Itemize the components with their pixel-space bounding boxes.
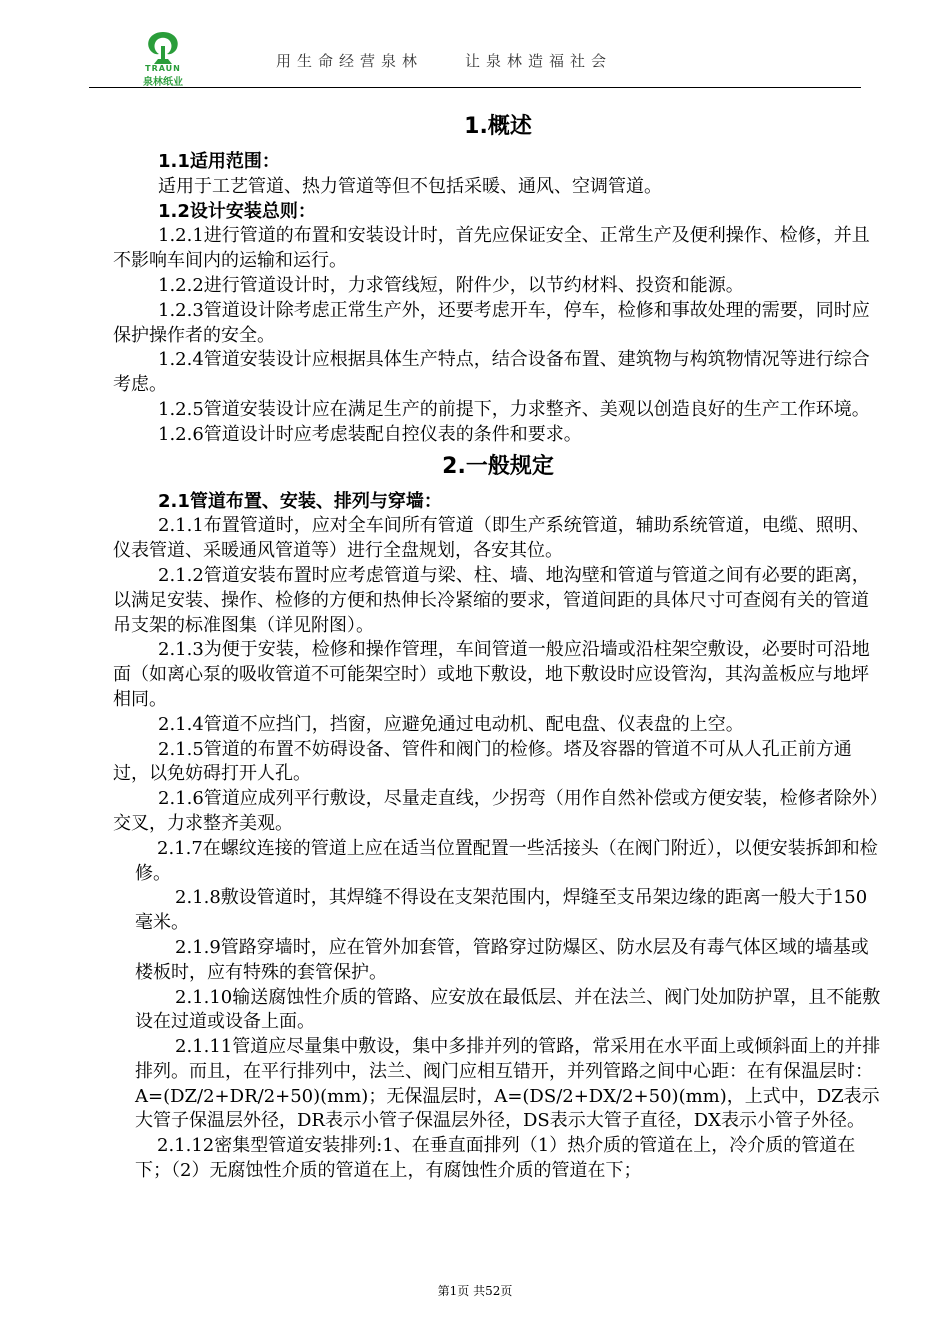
- paragraph: 2.1.6管道应成列平行敷设，尽量走直线，少拐弯（用作自然补偿或方便安装，检修者除外）交叉，力求整齐美观。: [113, 788, 879, 834]
- paragraph: 2.1.8敷设管道时，其焊缝不得设在支架范围内，焊缝至支吊架边缘的距离一般大于150毫米。: [135, 887, 868, 934]
- logo-chinese-text: 泉林纸业: [143, 77, 183, 88]
- header-divider: [89, 87, 861, 88]
- subsection-heading: 1.1适用范围：: [158, 151, 280, 172]
- paragraph: 2.1.2管道安装布置时应考虑管道与梁、柱、墙、地沟壁和管道与管道之间有必要的距离，以满足安装、操作、检修的方便和热伸长冷紧缩的要求，管道间距的具体尺寸可查阅有关的管道吊支架的标准图集（详见附图）。: [113, 564, 870, 636]
- section-heading: 1.概述: [464, 114, 532, 139]
- paragraph: 1.2.6管道设计时应考虑装配自控仪表的条件和要求。: [158, 423, 582, 445]
- paragraph: 1.2.5管道安装设计应在满足生产的前提下，力求整齐、美观以创造良好的生产工作环境。: [158, 398, 870, 420]
- document-body: [113, 108, 883, 1184]
- paragraph: 1.2.4管道安装设计应根据具体生产特点，结合设备布置、建筑物与构筑物情况等进行综合考虑。: [113, 349, 870, 396]
- paragraph: 2.1.10输送腐蚀性介质的管路、应安放在最低层、并在法兰、阀门处加防护罩，且不能敷设在过道或设备上面。: [135, 986, 881, 1033]
- paragraph: 2.1.4管道不应挡门，挡窗，应避免通过电动机、配电盘、仪表盘的上空。: [158, 713, 744, 735]
- tree-logo-icon: [132, 26, 194, 66]
- paragraph: 2.1.12密集型管道安装排列:1、在垂直面排列（1）热介质的管道在上，冷介质的管道在下；（2）无腐蚀性介质的管道在上，有腐蚀性介质的管道在下；: [135, 1135, 856, 1182]
- paragraph: 1.2.2进行管道设计时，力求管线短，附件少，以节约材料、投资和能源。: [158, 274, 744, 296]
- subsection-heading: 2.1管道布置、安装、排列与穿墙：: [158, 490, 442, 512]
- header-slogan: 用生命经营泉林 让泉林造福社会: [276, 52, 613, 70]
- paragraph: 1.2.3管道设计除考虑正常生产外，还要考虑开车，停车，检修和事故处理的需要，同时应保护操作者的安全。: [113, 299, 870, 346]
- paragraph: 适用于工艺管道、热力管道等但不包括采暖、通风、空调管道。: [158, 175, 662, 197]
- logo-english-text: TRAUN: [145, 64, 181, 73]
- subsection-heading: 1.2设计安装总则：: [158, 200, 316, 222]
- paragraph: 1.2.1进行管道的布置和安装设计时，首先应保证安全、正常生产及便利操作、检修，并且不影响车间内的运输和运行。: [113, 225, 870, 272]
- page-number: 第1页 共52页: [437, 1284, 513, 1298]
- paragraph: 2.1.3为便于安装，检修和操作管理，车间管道一般应沿墙或沿柱架空敷设，必要时可沿地面（如离心泵的吸收管道不可能架空时）或地下敷设，地下敷设时应设管沟，其沟盖板应与地坪相同。: [113, 639, 870, 710]
- paragraph: 2.1.11管道应尽量集中敷设，集中多排并列的管路，常采用在水平面上或倾斜面上的并排排列。而且，在平行排列中，法兰、阀门应相互错开，并列管路之间中心距：在有保温层时：A=(DZ/2+DR/2+50)(mm)；无保温层时，A=(DS/2+DX/2+50)(mm)，上式中，DZ表示大管子保温层外径，DR表示小管子保温层外径，DS表示大管子直径，DX表示小管子外径。: [135, 1036, 881, 1132]
- section-heading: 2.一般规定: [442, 453, 554, 479]
- paragraph: 2.1.5管道的布置不妨碍设备、管件和阀门的检修。塔及容器的管道不可从人孔正前方通过，以免妨碍打开人孔。: [113, 738, 852, 785]
- paragraph: 2.1.1布置管道时，应对全车间所有管道（即生产系统管道，辅助系统管道，电缆、照明、仪表管道、采暖通风管道等）进行全盘规划，各安其位。: [113, 515, 870, 562]
- paragraph: 2.1.7在螺纹连接的管道上应在适当位置配置一些活接头（在阀门附近），以便安装拆卸和检修。: [135, 837, 878, 884]
- paragraph: 2.1.9管路穿墙时，应在管外加套管，管路穿过防爆区、防水层及有毒气体区域的墙基或楼板时，应有特殊的套管保护。: [135, 936, 869, 983]
- company-logo: [132, 26, 194, 88]
